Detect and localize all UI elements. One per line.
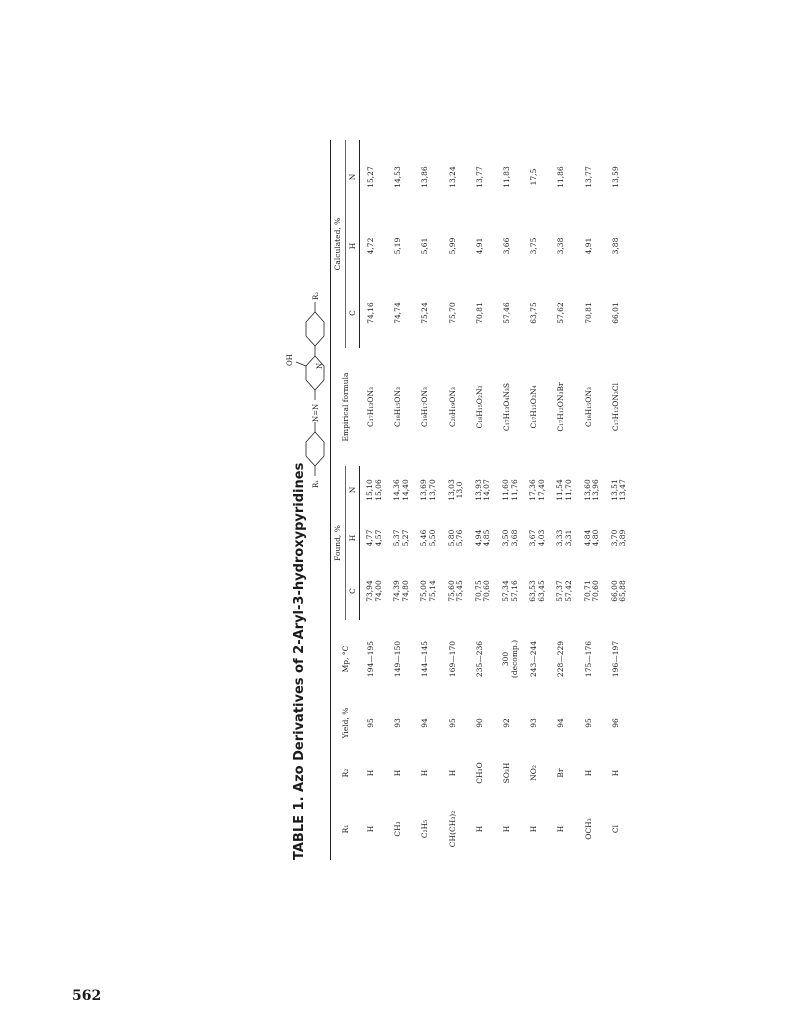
cell-r1: H	[501, 825, 511, 833]
table-body	[360, 140, 636, 860]
table-row	[605, 140, 636, 860]
cell-yield: 93	[529, 718, 539, 728]
table-row	[387, 140, 414, 860]
cell-found-h: 4,94 4,85	[473, 529, 492, 547]
header-found-h: H	[345, 514, 360, 562]
header-r2: R₂	[331, 748, 360, 798]
cell-calc-c: 74,16	[366, 302, 375, 324]
table-row	[523, 140, 550, 860]
cell-found-n: 13,51 13,47	[609, 479, 628, 501]
phenyl-ring-left	[306, 432, 324, 466]
cell-formula: C₁₇H₁₂ON₃Cl	[610, 382, 620, 432]
cell-formula: C₁₇H₁₂ON₃Br	[556, 382, 566, 432]
cell-found-c: 75,00 75,14	[419, 580, 437, 602]
cell-formula: C₂₀H₁₉ON₃	[447, 386, 457, 428]
cell-r2: H	[610, 769, 620, 777]
cell-calc-c: 75,70	[447, 302, 457, 324]
cell-found-n: 13,93 14,07	[473, 479, 492, 501]
cell-r2: H	[447, 769, 457, 777]
cell-yield: 90	[474, 718, 484, 728]
cell-r2: CH₃O	[474, 762, 484, 784]
cell-mp: 235—236	[474, 640, 484, 678]
cell-r2: NO₂	[529, 765, 539, 781]
cell-found-n: 11,60 11,76	[500, 479, 519, 501]
cell-found-h: 3,67 4,03	[528, 529, 546, 547]
cell-found-h: 5,37 5,27	[392, 529, 410, 547]
structure-ring-n-label: N	[316, 362, 324, 369]
cell-found-c: 63,53 63,45	[528, 580, 546, 602]
cell-r2: H	[583, 769, 593, 777]
structure-r1-label: R₁	[312, 479, 320, 488]
header-calc-n: N	[345, 140, 360, 214]
cell-calc-h: 3,66	[501, 237, 511, 255]
cell-calc-c: 63,75	[529, 302, 539, 324]
cell-found-n: 11,54 11,70	[555, 479, 573, 501]
cell-found-h: 5,46 5,50	[419, 529, 437, 547]
cell-found-h: 3,70 3,89	[609, 529, 628, 547]
pyridine-ring	[306, 356, 324, 390]
table-row	[469, 140, 496, 860]
cell-r1: CH₃	[393, 821, 403, 837]
header-found: Found, %	[331, 466, 346, 620]
cell-mp: 169—170	[447, 640, 457, 678]
cell-calc-h: 5,61	[420, 237, 430, 255]
cell-found-c: 74,39 74,80	[392, 580, 410, 602]
cell-found-n: 17,36 17,40	[528, 479, 546, 501]
cell-found-h: 4,77 4,57	[365, 529, 383, 547]
cell-calc-n: 17,5	[529, 168, 539, 186]
cell-yield: 95	[365, 718, 375, 728]
cell-formula: C₁₈H₁₅ON₃	[583, 386, 593, 428]
table-row	[578, 140, 605, 860]
table-row	[360, 140, 388, 860]
cell-formula: C₁₇H₁₃ON₃	[365, 386, 375, 428]
cell-found-c: 66,00 65,88	[609, 580, 628, 602]
cell-found-c: 57,37 57,42	[555, 580, 573, 602]
rotated-table-block	[286, 140, 628, 860]
cell-mp: 228—229	[556, 640, 566, 678]
cell-mp: 300 (decomp.)	[500, 639, 519, 679]
cell-calc-n: 13,77	[583, 166, 593, 188]
cell-r2: H	[420, 769, 430, 777]
cell-mp: 243—244	[529, 640, 539, 678]
cell-yield: 94	[556, 718, 566, 728]
cell-calc-n: 13,77	[474, 166, 484, 188]
cell-mp: 144—145	[420, 640, 430, 678]
structure-oh-label: OH	[286, 354, 294, 366]
header-mp: Mp, °C	[331, 620, 360, 698]
cell-mp: 175—176	[583, 640, 593, 678]
cell-found-n: 13,60 13,96	[582, 479, 601, 501]
cell-mp: 149—150	[393, 640, 403, 678]
cell-r1: H	[474, 825, 484, 833]
cell-calc-h: 3,38	[556, 237, 566, 255]
cell-yield: 95	[583, 718, 593, 728]
cell-calc-c: 66,01	[610, 302, 620, 324]
cell-yield: 94	[420, 718, 430, 728]
cell-r2: SO₃H	[501, 762, 511, 784]
table-row	[550, 140, 577, 860]
cell-calc-h: 4,72	[366, 237, 375, 255]
cell-r2: H	[365, 769, 375, 777]
page-number: 562	[72, 988, 102, 1004]
cell-found-c: 70,71 70,60	[582, 580, 601, 602]
cell-formula: C₁₉H₁₇ON₃	[420, 386, 430, 428]
cell-calc-h: 5,99	[447, 237, 457, 255]
cell-mp: 194—195	[365, 640, 375, 678]
cell-formula: C₁₈H₁₅ON₃	[393, 386, 403, 428]
cell-found-c: 73,94 74,00	[365, 580, 383, 602]
table-row	[496, 140, 523, 860]
cell-found-n: 13,03 13,0	[446, 479, 465, 501]
cell-found-n: 14,36 14,40	[392, 479, 410, 501]
cell-calc-h: 3,88	[610, 237, 620, 255]
cell-found-h: 4,84 4,80	[582, 529, 601, 547]
cell-r1: H	[529, 825, 539, 833]
cell-found-n: 13,69 13,70	[419, 479, 437, 501]
cell-calc-c: 57,62	[556, 302, 566, 324]
header-yield: Yield, %	[331, 698, 360, 748]
header-calc-h: H	[345, 214, 360, 278]
cell-calc-h: 3,75	[529, 237, 539, 255]
cell-calc-c: 74,74	[393, 302, 403, 324]
header-row-1	[331, 140, 346, 860]
header-calc-c: C	[345, 278, 360, 348]
cell-calc-n: 13,24	[447, 166, 457, 188]
header-calculated: Calculated, %	[331, 140, 346, 348]
cell-found-c: 75,60 75,45	[446, 580, 465, 602]
cell-found-h: 5,80 5,76	[446, 529, 465, 547]
title-row	[286, 140, 330, 860]
cell-formula: C₁₈H₁₅O₂N₃	[474, 385, 484, 429]
cell-r2: H	[393, 769, 403, 777]
cell-calc-n: 15,27	[366, 166, 375, 188]
cell-calc-h: 4,91	[474, 237, 484, 255]
cell-found-h: 3,50 3,68	[500, 529, 519, 547]
header-found-c: C	[345, 562, 360, 620]
cell-r2: Br	[556, 768, 566, 778]
cell-found-c: 70,75 70,60	[473, 580, 492, 602]
cell-r1: CH(CH₃)₂	[447, 810, 457, 848]
cell-calc-n: 14,53	[393, 166, 403, 188]
azo-derivatives-table	[330, 140, 636, 860]
cell-r1: H	[556, 825, 566, 833]
cell-calc-h: 5,19	[393, 237, 403, 255]
cell-calc-n: 13,59	[610, 166, 620, 188]
cell-r1: Cl	[610, 824, 620, 834]
cell-mp: 196—197	[610, 640, 620, 678]
header-r1: R₁	[331, 798, 360, 860]
header-formula: Empirical formula	[331, 348, 360, 466]
phenyl-ring-right	[306, 312, 324, 346]
cell-r1: OCH₃	[583, 818, 593, 840]
cell-calc-n: 11,83	[501, 166, 511, 188]
cell-yield: 96	[610, 718, 620, 728]
cell-r1: H	[365, 825, 375, 833]
bond-oh	[296, 362, 306, 366]
cell-yield: 93	[393, 718, 403, 728]
cell-calc-n: 11,86	[556, 166, 566, 188]
cell-calc-c: 70,81	[474, 302, 484, 324]
cell-found-c: 57,34 57,16	[500, 580, 519, 602]
table-title: TABLE 1. Azo Derivatives of 2-Aryl-3-hydroxypyridines	[292, 462, 307, 860]
cell-yield: 95	[447, 718, 457, 728]
cell-formula: C₁₇H₁₃O₄N₃S	[501, 382, 511, 432]
cell-calc-c: 57,46	[501, 302, 511, 324]
cell-found-h: 3,33 3,31	[555, 529, 573, 547]
cell-yield: 92	[501, 718, 511, 728]
cell-found-n: 15,10 15,06	[365, 479, 383, 501]
cell-formula: C₁₇H₁₂O₃N₄	[529, 385, 539, 429]
cell-r1: C₂H₅	[420, 819, 430, 839]
table-row	[442, 140, 469, 860]
cell-calc-n: 13,86	[420, 166, 430, 188]
structure-r2-label: R₂	[312, 291, 320, 300]
cell-calc-c: 70,81	[583, 302, 593, 324]
table-row	[414, 140, 441, 860]
structure-azo-label: N=N	[312, 403, 320, 422]
header-found-n: N	[345, 466, 360, 514]
cell-calc-c: 75,24	[420, 302, 430, 324]
cell-calc-h: 4,91	[583, 237, 593, 255]
